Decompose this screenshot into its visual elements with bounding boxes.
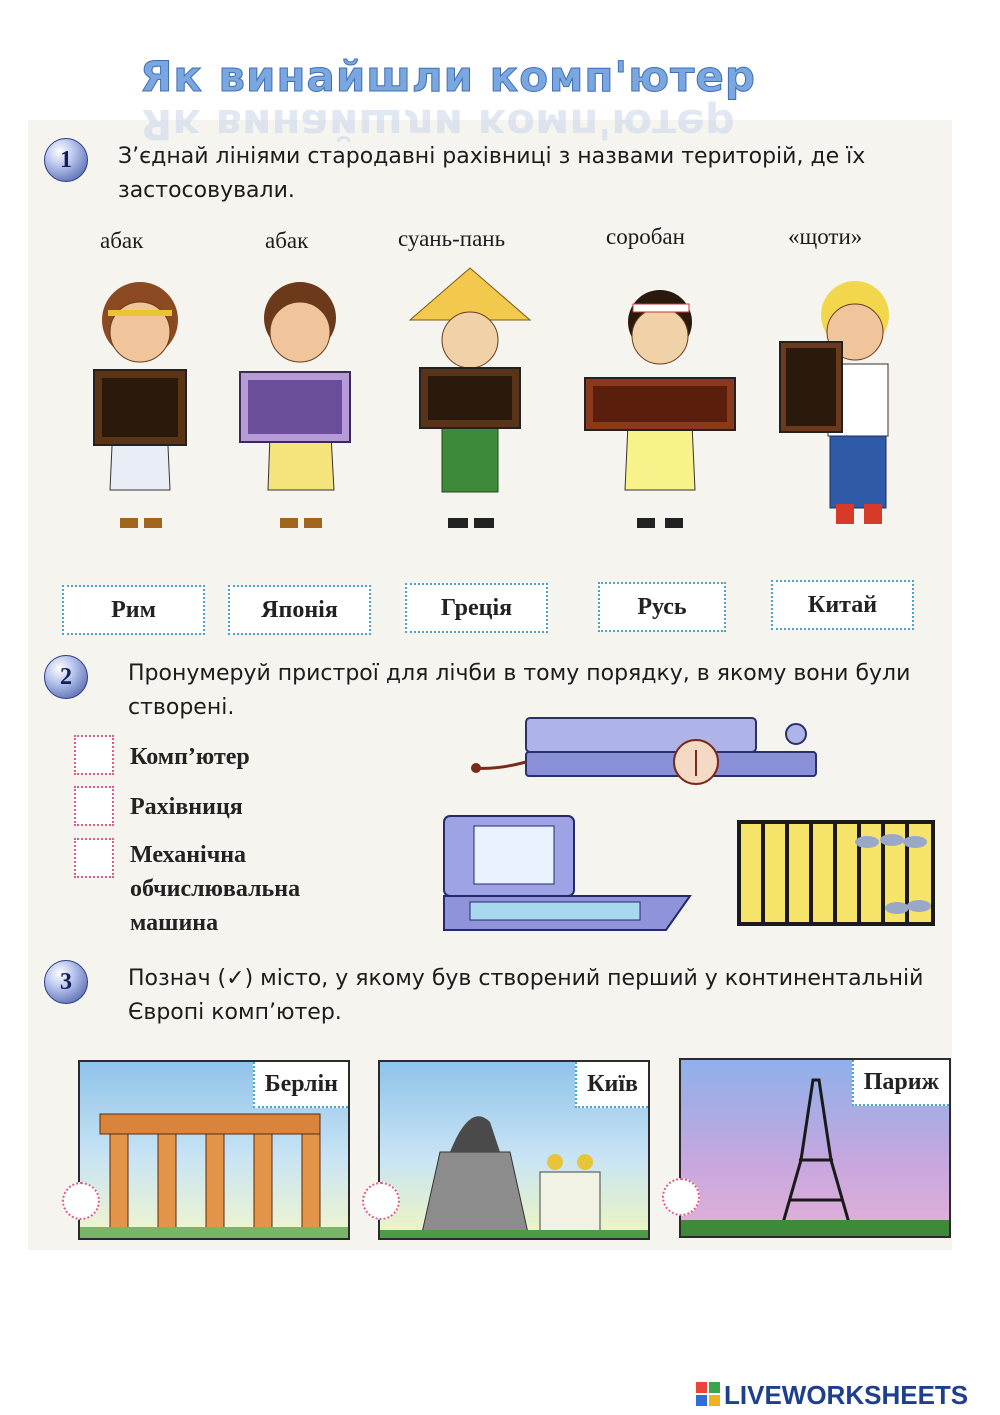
abacus-order-input[interactable] bbox=[74, 786, 114, 826]
liveworksheets-brand: LIVEWORKSHEETS bbox=[724, 1380, 969, 1410]
abacus-label-3: суань-пань bbox=[398, 226, 506, 251]
city-label-berlin: Берлін bbox=[253, 1062, 348, 1108]
abacus-label-4: соробан bbox=[606, 224, 685, 249]
item-mechanical-machine: Механічна обчислювальна машина bbox=[130, 842, 301, 936]
city-card-kyiv bbox=[378, 1060, 650, 1240]
children-with-abaci-illustration bbox=[80, 260, 920, 535]
item-computer: Комп’ютер bbox=[130, 744, 250, 770]
task2-instruction: Пронумеруй пристрої для лічби в тому порядку, в якому вони були створені. bbox=[128, 661, 911, 720]
territory-box-2[interactable]: Японія bbox=[228, 585, 371, 635]
title-reflection: Як винайшли комп'ютер bbox=[140, 100, 735, 149]
abacus-label-2: абак bbox=[265, 228, 309, 253]
abacus-label-5: «щоти» bbox=[788, 224, 863, 249]
task1-instruction: З’єднай лініями стародавні рахівниці з назвами територій, де їх застосовували. bbox=[118, 144, 866, 203]
child-japan-figure bbox=[585, 290, 735, 528]
territory-box-4[interactable]: Русь bbox=[598, 582, 726, 632]
computer-order-input[interactable] bbox=[74, 735, 114, 775]
radio-paris[interactable] bbox=[662, 1178, 700, 1216]
city-card-paris bbox=[679, 1058, 951, 1238]
child-greece-figure bbox=[94, 282, 186, 528]
task3-instruction: Познач (✓) місто, у якому був створений перший у континентальній Європі комп’ютер. bbox=[128, 966, 924, 1025]
radio-kyiv[interactable] bbox=[362, 1182, 400, 1220]
territory-box-3[interactable]: Греція bbox=[405, 583, 548, 633]
territory-box-1[interactable]: Рим bbox=[62, 585, 205, 635]
mechanical-machine-order-input[interactable] bbox=[74, 838, 114, 878]
mechanical-calculator-illustration bbox=[466, 700, 826, 800]
task2-number-badge: 2 bbox=[44, 655, 88, 699]
liveworksheets-logo-icon bbox=[696, 1382, 720, 1406]
territory-box-5[interactable]: Китай bbox=[771, 580, 914, 630]
city-label-paris: Париж bbox=[852, 1060, 949, 1106]
task3-number-badge: 3 bbox=[44, 960, 88, 1004]
city-label-kyiv: Київ bbox=[575, 1062, 648, 1108]
laptop-illustration bbox=[440, 812, 700, 934]
task1-number-badge: 1 bbox=[44, 138, 88, 182]
city-card-berlin bbox=[78, 1060, 350, 1240]
child-rus-figure bbox=[780, 281, 889, 524]
radio-berlin[interactable] bbox=[62, 1182, 100, 1220]
item-abacus: Рахівниця bbox=[130, 794, 243, 820]
child-rome-figure bbox=[240, 282, 350, 528]
page-title: Як винайшли комп'ютер bbox=[140, 52, 756, 101]
abacus-label-1: абак bbox=[100, 228, 144, 253]
child-china-figure bbox=[410, 268, 530, 528]
abacus-illustration bbox=[737, 820, 935, 926]
